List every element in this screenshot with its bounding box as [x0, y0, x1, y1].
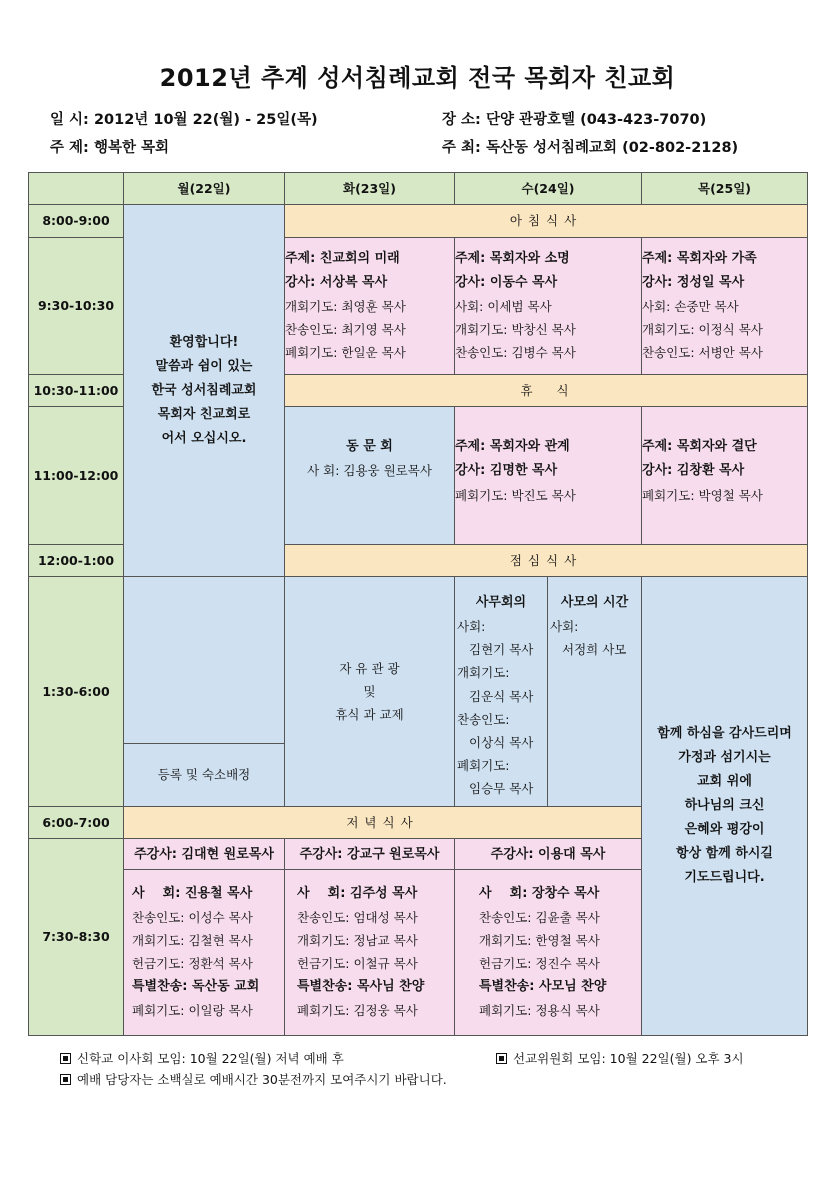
- evening-role: 헌금기도: 이철규 목사: [297, 956, 418, 972]
- monday-welcome: [124, 205, 285, 577]
- evening-role: 폐회기도: 김정웅 목사: [297, 1003, 418, 1019]
- session-theme: 주제: 목회자와 가족: [642, 251, 757, 267]
- time-cell: 6:00-7:00: [29, 806, 124, 838]
- closing-line: 교회 위에: [697, 774, 752, 789]
- time-cell: 1:30-6:00: [29, 577, 124, 806]
- evening-role: 개회기도: 정남교 목사: [297, 933, 418, 949]
- alumni-title: 동 문 회: [346, 439, 393, 455]
- break-band: 휴 식: [285, 375, 808, 407]
- time-cell: 7:30-8:30: [29, 838, 124, 1035]
- business-meeting-title: 사무회의: [475, 595, 527, 611]
- page-title: 2012년 추계 성서침례교회 전국 목회자 친교회: [159, 64, 676, 92]
- footnote-mission-meeting: [496, 1049, 744, 1067]
- evening-role: 찬송인도: 엄대성 목사: [297, 909, 418, 925]
- place-info: [442, 108, 706, 129]
- wives-person: 서정희 사모: [562, 642, 627, 658]
- evening-host: 사 회: 김주성 목사: [297, 885, 418, 901]
- meeting-person: 김현기 목사: [469, 642, 534, 658]
- footnote-text: 선교위원회 모임: 10월 22일(월) 오후 3시: [513, 1051, 744, 1066]
- square-bullet-icon: [60, 1053, 71, 1064]
- evening-host: 사 회: 장창수 목사: [479, 885, 600, 901]
- evening-roles: [285, 870, 454, 1023]
- session-speaker: 강사: 서상복 목사: [285, 275, 388, 291]
- meeting-role: 사회:: [457, 619, 486, 635]
- place-label: 장 소:: [442, 112, 481, 128]
- evening-roles: [124, 870, 284, 1023]
- evening-mon: [124, 838, 285, 1035]
- session-role: 사회: 이세범 목사: [455, 299, 552, 315]
- time-cell: 10:30-11:00: [29, 375, 124, 407]
- evening-role: 찬송인도: 김윤출 목사: [479, 909, 600, 925]
- host-value: 독산동 성서침례교회 (02-802-2128): [485, 140, 739, 156]
- session-theme: 주제: 목회자와 결단: [642, 439, 757, 455]
- date-value: 2012년 10월 22(월) - 25일(목): [93, 112, 318, 128]
- square-bullet-icon: [496, 1053, 507, 1064]
- welcome-line: 말씀과 쉼이 있는: [155, 358, 253, 374]
- time-cell: 9:30-10:30: [29, 237, 124, 374]
- lunch-band: 점심식사: [285, 544, 808, 576]
- header-day-tue: 화(23일): [285, 173, 455, 205]
- theme-info: [50, 136, 169, 157]
- date-label: 일 시:: [50, 112, 89, 128]
- session-speaker: 강사: 김창환 목사: [642, 463, 745, 479]
- session-wed-morning: [455, 237, 642, 374]
- session-theme: 주제: 목회자와 관계: [455, 439, 570, 455]
- host-info: [442, 136, 738, 157]
- footnote-text: 신학교 이사회 모임: 10월 22일(월) 저녁 예배 후: [77, 1051, 344, 1066]
- session-role: 폐회기도: 박진도 목사: [455, 487, 576, 503]
- evening-special: 특별찬송: 목사님 찬양: [297, 979, 425, 995]
- evening-role: 헌금기도: 정환석 목사: [132, 956, 253, 972]
- session-thu-morning: [642, 237, 808, 374]
- free-tour-line: 및: [363, 683, 376, 699]
- closing-line: 은혜와 평강이: [684, 822, 765, 838]
- evening-speaker: 주강사: 김대현 원로목사: [124, 839, 284, 870]
- footnote-board-meeting: [60, 1049, 344, 1067]
- session-role: 사회: 손중만 목사: [642, 299, 739, 315]
- wives-role: 사회:: [550, 619, 579, 635]
- evening-speaker: 주강사: 강교구 원로목사: [285, 839, 454, 870]
- session-thu-late: [642, 407, 808, 544]
- schedule-table: [28, 172, 808, 1036]
- meeting-role: 찬송인도:: [457, 711, 510, 727]
- session-role: 찬송인도: 최기영 목사: [285, 322, 406, 338]
- session-role: 찬송인도: 김병수 목사: [455, 345, 576, 361]
- evening-role: 개회기도: 김철현 목사: [132, 933, 253, 949]
- header-day-wed: 수(24일): [455, 173, 642, 205]
- session-speaker: 강사: 이동수 목사: [455, 275, 558, 291]
- footnote-text: 예배 담당자는 소백실로 예배시간 30분전까지 모여주시기 바랍니다.: [77, 1072, 447, 1087]
- meeting-role: 개회기도:: [457, 665, 510, 681]
- session-role: 폐회기도: 박영철 목사: [642, 487, 763, 503]
- session-speaker: 강사: 정성일 목사: [642, 275, 745, 291]
- closing-message: [642, 577, 808, 1036]
- evening-tue: [285, 838, 455, 1035]
- closing-line: 하나님의 크신: [684, 798, 765, 814]
- place-value: 단양 관광호텔 (043-423-7070): [485, 112, 707, 128]
- meeting-person: 이상식 목사: [469, 734, 534, 750]
- time-cell: 11:00-12:00: [29, 407, 124, 544]
- evening-roles: [455, 870, 641, 1023]
- free-tour-line: 휴식 과 교제: [335, 706, 404, 722]
- closing-line: 가정과 섬기시는: [678, 749, 771, 765]
- welcome-line: 한국 성서침례교회: [151, 382, 257, 398]
- session-theme: 주제: 친교회의 미래: [285, 251, 400, 267]
- meeting-role: 폐회기도:: [457, 757, 510, 773]
- time-cell: 12:00-1:00: [29, 544, 124, 576]
- breakfast-band: 아침식사: [285, 205, 808, 237]
- evening-host: 사 회: 진용철 목사: [132, 885, 253, 901]
- session-role: 개회기도: 최영훈 목사: [285, 299, 406, 315]
- business-meeting: [455, 577, 548, 806]
- evening-role: 폐회기도: 정용식 목사: [479, 1003, 600, 1019]
- header-corner: [29, 173, 124, 205]
- wives-time: [548, 577, 642, 806]
- evening-role: 폐회기도: 이일랑 목사: [132, 1003, 253, 1019]
- session-role: 폐회기도: 한일운 목사: [285, 345, 406, 361]
- evening-role: 개회기도: 한영철 목사: [479, 933, 600, 949]
- closing-line: 항상 함께 하시길: [676, 846, 773, 862]
- evening-role: 헌금기도: 정진수 목사: [479, 956, 600, 972]
- welcome-line: 어서 오십시오.: [161, 430, 247, 446]
- date-info: [50, 108, 318, 129]
- free-tour-line: 자 유 관 광: [339, 660, 400, 676]
- footnote-worship-staff: [60, 1070, 447, 1088]
- evening-speaker: 주강사: 이용대 목사: [455, 839, 641, 870]
- theme-label: 주 제:: [50, 140, 89, 156]
- alumni-meeting: [285, 407, 455, 544]
- evening-role: 찬송인도: 이성수 목사: [132, 909, 253, 925]
- host-label: 주 최:: [442, 140, 481, 156]
- session-role: 개회기도: 박창신 목사: [455, 322, 576, 338]
- closing-line: 기도드립니다.: [684, 870, 765, 886]
- square-bullet-icon: [60, 1074, 71, 1085]
- closing-line: 함께 하심을 감사드리며: [657, 725, 792, 741]
- header-day-mon: 월(22일): [124, 173, 285, 205]
- time-cell: 8:00-9:00: [29, 205, 124, 237]
- header-row: [29, 173, 808, 205]
- welcome-line: 목회자 친교회로: [157, 406, 251, 422]
- monday-afternoon-blank: [124, 577, 285, 744]
- session-role: 개회기도: 이정식 목사: [642, 322, 763, 338]
- session-wed-late: [455, 407, 642, 544]
- registration-cell: 등록 및 숙소배정: [124, 743, 285, 806]
- session-speaker: 강사: 김명한 목사: [455, 463, 558, 479]
- evening-special: 특별찬송: 사모님 찬양: [479, 979, 607, 995]
- meeting-person: 김운식 목사: [469, 688, 534, 704]
- header-day-thu: 목(25일): [642, 173, 808, 205]
- row-afternoon: [29, 577, 808, 744]
- welcome-line: 환영합니다!: [169, 334, 239, 350]
- session-theme: 주제: 목회자와 소명: [455, 251, 570, 267]
- alumni-host: 사 회: 김용웅 원로목사: [307, 463, 432, 479]
- free-tour: [285, 577, 455, 806]
- session-tue-morning: [285, 237, 455, 374]
- wives-time-title: 사모의 시간: [560, 595, 629, 611]
- row-breakfast: [29, 205, 808, 237]
- evening-wed: [455, 838, 642, 1035]
- evening-special: 특별찬송: 독산동 교회: [132, 979, 260, 995]
- session-role: 찬송인도: 서병안 목사: [642, 345, 763, 361]
- meeting-person: 임승무 목사: [469, 781, 534, 797]
- dinner-band: 저녁식사: [124, 806, 642, 838]
- theme-value: 행복한 목회: [93, 140, 170, 156]
